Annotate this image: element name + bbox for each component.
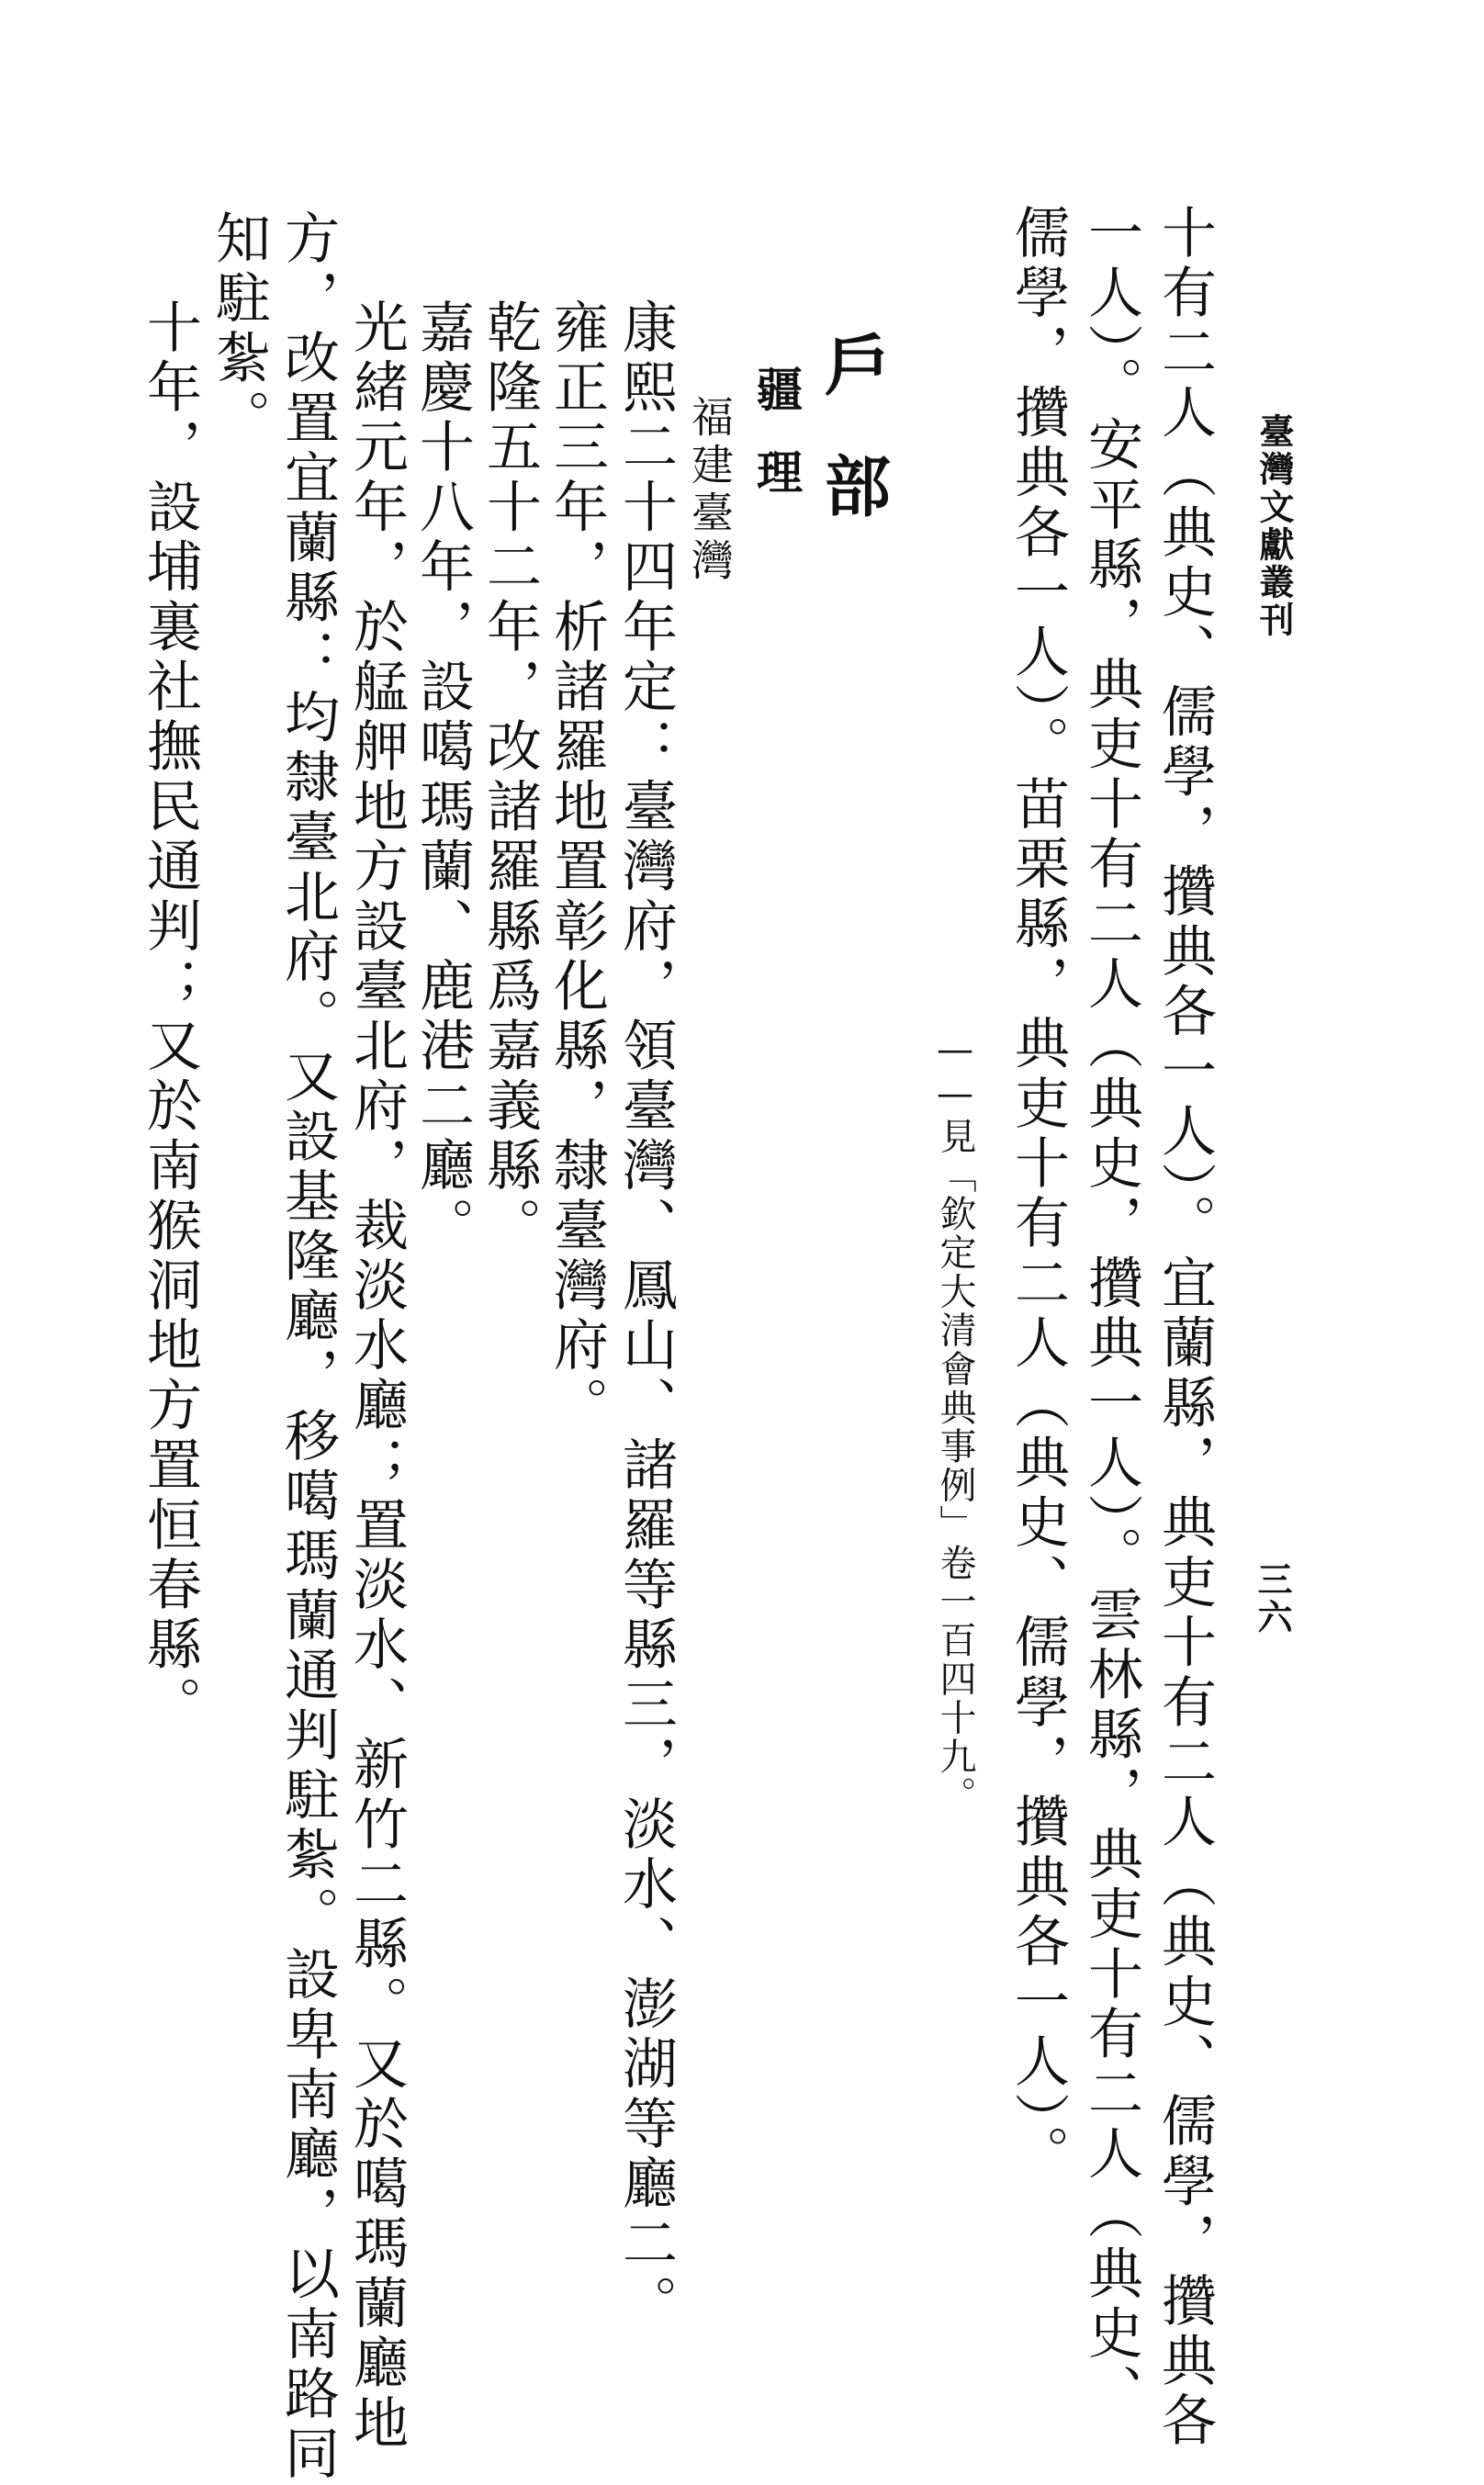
entry-line: 雍正三年，析諸羅地置彰化縣，隸臺灣府。: [545, 298, 609, 1436]
section-title: 戶部: [814, 331, 892, 573]
citation: ——見「欽定大清會典事例」卷一百四十九。: [934, 1029, 976, 1815]
entry-line: 康熙二十四年定：臺灣府，領臺灣、鳳山、諸羅等縣三，淡水、澎湖等廳二。: [613, 298, 678, 2334]
entry-line: 光緒元年，於艋舺地方設臺北府，裁淡水廳；置淡水、新竹二縣。又於噶瑪蘭廳地: [344, 298, 409, 2455]
prev-text-line: 儒學，攢典各一人）。苗栗縣，典吏十有二人（典史、儒學，攢典各一人）。: [1006, 204, 1070, 2185]
region-heading: 福建臺灣: [685, 395, 735, 586]
series-title: 臺灣文獻叢刊: [1254, 413, 1295, 639]
section-subtitle: 疆理: [749, 365, 804, 531]
prev-text-line: 一人）。安平縣，典吏十有二人（典史，攢典一人）。雲林縣，典吏十有二人（典史、: [1079, 204, 1143, 2424]
entry-line: 嘉慶十八年，設噶瑪蘭、鹿港二廳。: [410, 298, 475, 1257]
entry-line: 方，改置宜蘭縣：均隸臺北府。又設基隆廳，移噶瑪蘭通判駐紮。設卑南廳，以南路同: [275, 209, 340, 2485]
entry-line: 十年，設埔裏社撫民通判；又於南猴洞地方置恒春縣。: [138, 298, 202, 1736]
page-number: 三六: [1252, 1561, 1293, 1636]
entry-line: 乾隆五十二年，改諸羅縣爲嘉義縣。: [478, 298, 542, 1257]
entry-line: 知駐紮。: [207, 209, 271, 449]
prev-text-line: 十有二人（典史、儒學，攢典各一人）。宜蘭縣，典吏十有二人（典史、儒學，攢典各: [1152, 204, 1217, 2452]
